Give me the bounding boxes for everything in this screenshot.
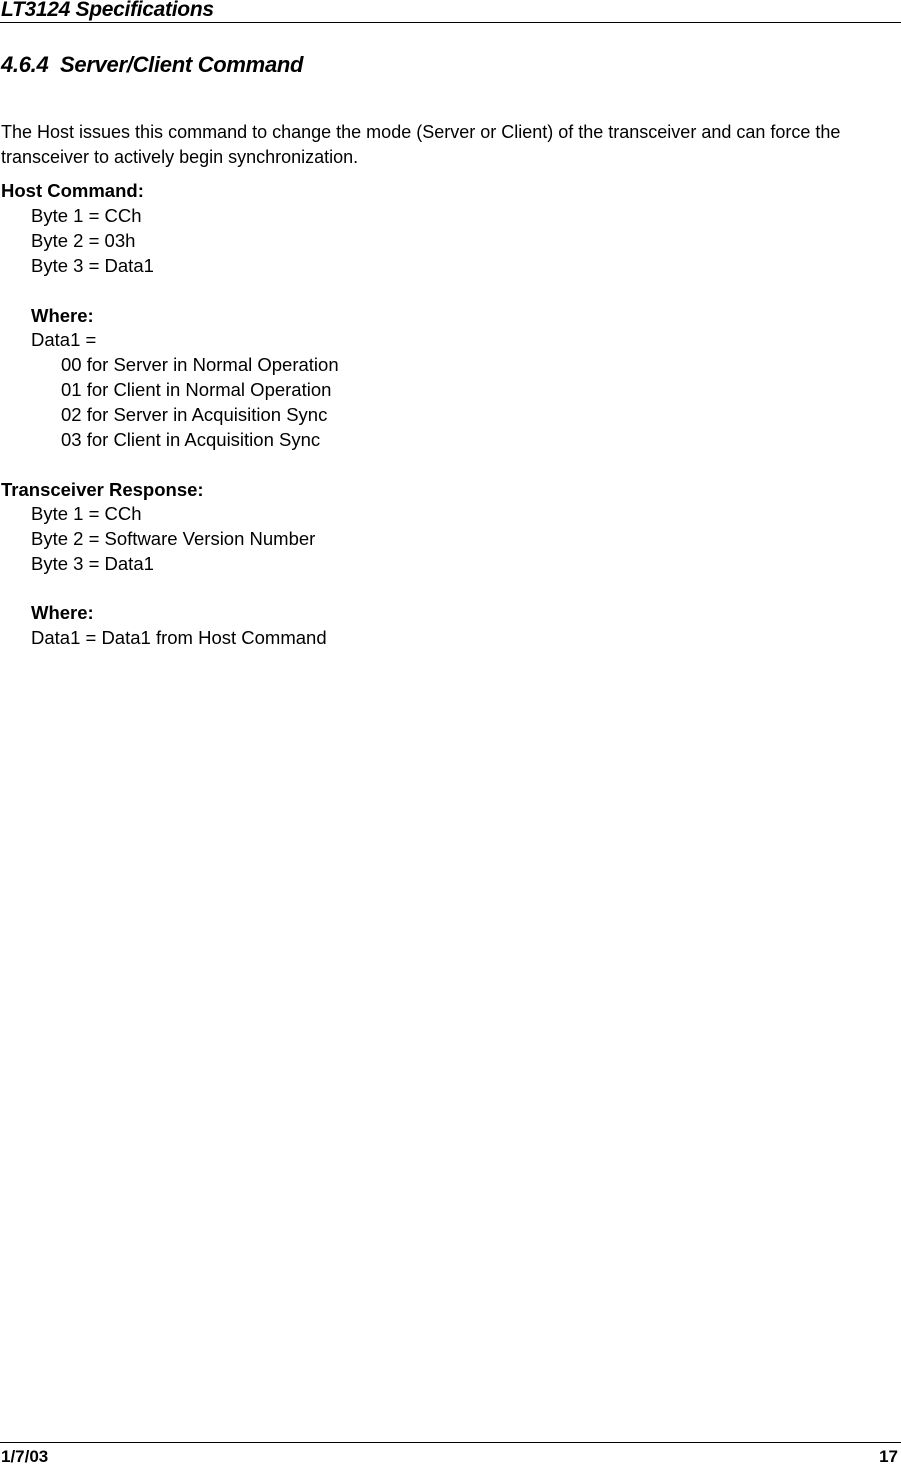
- host-option-02: 02 for Server in Acquisition Sync: [61, 404, 328, 425]
- page-number: 17: [879, 1447, 898, 1466]
- host-byte-1: Byte 1 = CCh: [31, 205, 142, 226]
- response-byte-1: Byte 1 = CCh: [31, 503, 142, 524]
- intro-paragraph: The Host issues this command to change the mode (Server or Client) of the transceiver and can force the transceiver to actively begin synchronization.: [1, 122, 841, 167]
- document-title: LT3124 Specifications: [1, 0, 214, 21]
- host-option-01: 01 for Client in Normal Operation: [61, 379, 332, 400]
- response-where-label: Where:: [31, 602, 94, 623]
- section-heading: 4.6.4 Server/Client Command: [1, 52, 304, 77]
- host-data1-label: Data1 =: [31, 329, 97, 350]
- host-option-03: 03 for Client in Acquisition Sync: [61, 429, 321, 450]
- host-byte-3: Byte 3 = Data1: [31, 255, 154, 276]
- response-byte-3: Byte 3 = Data1: [31, 553, 154, 574]
- footer-date: 1/7/03: [1, 1447, 49, 1466]
- host-command-label: Host Command:: [1, 180, 144, 201]
- host-option-00: 00 for Server in Normal Operation: [61, 354, 339, 375]
- response-byte-2: Byte 2 = Software Version Number: [31, 528, 316, 549]
- host-byte-2: Byte 2 = 03h: [31, 230, 136, 251]
- transceiver-response-label: Transceiver Response:: [1, 479, 204, 500]
- page-header: [0, 0, 901, 23]
- page-footer: [0, 1442, 901, 1469]
- response-data1-desc: Data1 = Data1 from Host Command: [31, 627, 327, 648]
- host-where-label: Where:: [31, 305, 94, 326]
